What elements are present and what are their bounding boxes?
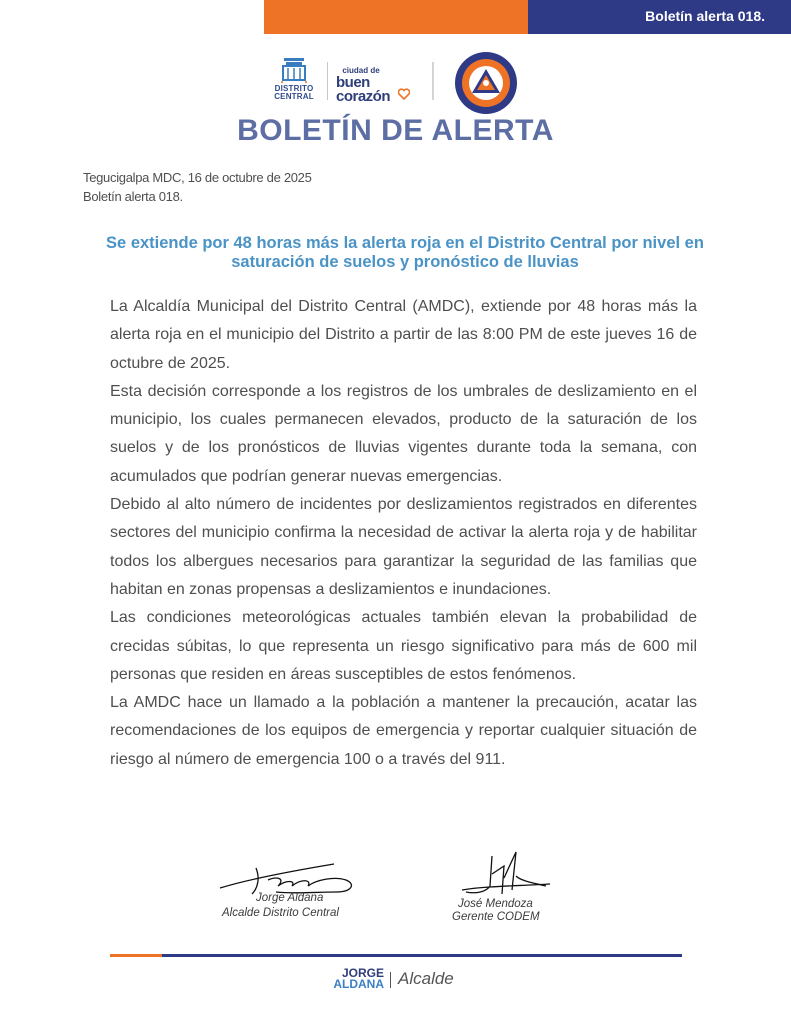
codem-seal: [448, 52, 524, 118]
city-small-text: ciudad de: [342, 66, 380, 75]
paragraph: La Alcaldía Municipal del Distrito Central (AMDC), extiende por 48 horas más la alerta roja en el municipio del Distrito a partir de las 8:00 PM de este jueves 16 de octubre de 2025.: [110, 298, 697, 372]
bulletin-label: Boletín alerta 018.: [645, 8, 765, 24]
distrito-central-text: DISTRITO CENTRAL: [274, 84, 314, 101]
paragraph: Las condiciones meteorológicas actuales también elevan la probabilidad de crecidas súbitas, lo que representa un riesgo significativo para más de 600 mil personas que residen en áreas susceptibles de estos fenómenos.: [110, 609, 697, 683]
headline: Se extiende por 48 horas más la alerta roja en el Distrito Central por nivel en saturación de suelos y pronóstico de lluvias: [106, 234, 704, 271]
body-text: [110, 293, 697, 774]
city-line1: buen: [336, 74, 370, 91]
heart-icon: [398, 88, 410, 100]
footer-brand-last: ALDANA: [333, 977, 384, 991]
paragraph: Debido al alto número de incidentes por deslizamientos registrados en diferentes sectores del municipio confirma la necesidad de activar la alerta roja y de habilitar todos los albergues necesarios para garantizar la seguridad de las familias que habitan en zonas propensas a deslizamientos e inundaciones.: [110, 496, 697, 598]
paragraph: Esta decisión corresponde a los registros de los umbrales de deslizamiento en el municipio, los cuales permanecen elevados, producto de la saturación de los suelos y de los pronósticos de lluvias vigentes durante toda la semana, con acumulados que podrían generar nuevas emergencias.: [110, 382, 697, 485]
document-title: BOLETÍN DE ALERTA: [237, 114, 554, 147]
logos-row: [0, 52, 791, 118]
signatory-left-name: Jorge Aldana: [256, 892, 324, 904]
bulletin-number: Boletín alerta 018.: [83, 189, 183, 204]
footer-divider: [390, 972, 391, 988]
buen-corazon-logo: [336, 66, 420, 106]
document-meta: [83, 168, 312, 206]
city-line2: corazón: [336, 88, 391, 105]
top-bar-navy: [528, 0, 791, 34]
signature-block-left: [216, 858, 376, 928]
logo-divider: [327, 62, 328, 100]
paragraph: La AMDC hace un llamado a la población a mantener la precaución, acatar las recomendaciones de los equipos de emergencia y reportar cualquier situación de riesgo al número de emergencia 100 o a través del 911.: [110, 694, 697, 768]
signatory-left-title: Alcalde Distrito Central: [222, 907, 339, 919]
logo-divider-2: [432, 62, 434, 100]
signature-block-right: [446, 846, 566, 926]
footer-role: Alcalde: [398, 969, 454, 988]
footer-line-navy: [162, 954, 682, 957]
place-date: Tegucigalpa MDC, 16 de octubre de 2025: [83, 170, 312, 185]
footer-line-orange: [110, 954, 162, 957]
footer-brand-first: JORGE: [341, 966, 384, 980]
footer-brand: [324, 968, 384, 990]
signatory-right-name: José Mendoza: [458, 898, 533, 910]
top-bar-orange: [264, 0, 528, 34]
signatory-right-title: Gerente CODEM: [452, 911, 540, 923]
